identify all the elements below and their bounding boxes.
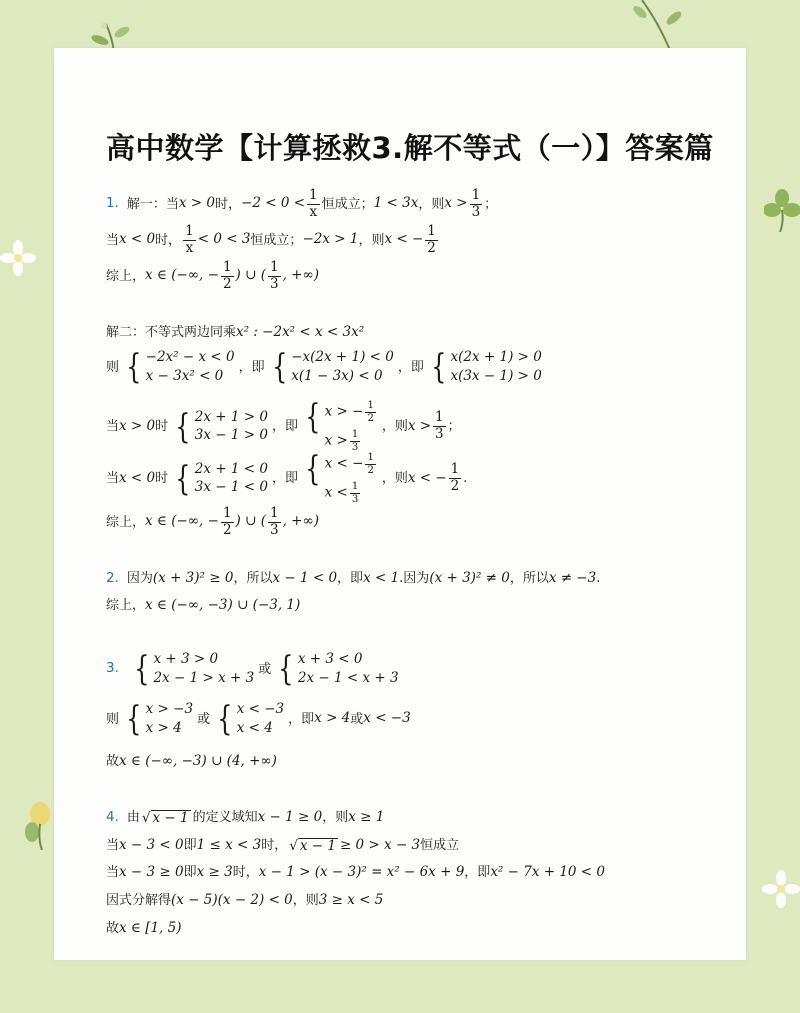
text: 恒成立； [321, 196, 374, 212]
math: x² : −2x² < x < 3x² [236, 324, 365, 340]
brace: { [134, 649, 150, 689]
fraction [470, 188, 483, 220]
text: 因为 [126, 571, 153, 587]
system-row: x(2x + 1) > 0 [450, 349, 542, 365]
denominator: 2 [367, 464, 374, 476]
text: 解二：不等式两边同乘 [106, 325, 237, 341]
inequality-system [172, 406, 268, 447]
math: x > 4 [314, 710, 351, 727]
math: x < −3 [363, 710, 411, 727]
text: ，则 [381, 419, 408, 434]
text: 则 [106, 359, 120, 375]
brace: { [126, 699, 142, 739]
text: ，即 [337, 571, 364, 587]
text: 时， [261, 838, 288, 854]
q1-line-1 [106, 188, 497, 220]
math: x − 1 > (x − 3)² = x² − 6x + 9 [258, 864, 465, 880]
text: 当 [106, 471, 120, 486]
math: x − 1 < 0 [272, 570, 338, 586]
denominator: x [185, 239, 194, 256]
leaf-branch-decoration [628, 0, 688, 55]
text: ，则 [381, 471, 408, 486]
radical-sign: √ [289, 838, 298, 854]
math: x − 3 < 0 [119, 837, 184, 853]
q1-method-2-intro [106, 326, 364, 340]
math: (x + 3)² ≥ 0 [152, 570, 234, 586]
q1-case-positive [106, 397, 461, 453]
numerator: 1 [427, 223, 436, 239]
square-root [142, 810, 191, 826]
system-row: 2x + 1 > 0 [194, 408, 268, 425]
text: 故 [106, 754, 120, 770]
system-row: x < 4 [236, 719, 273, 736]
numerator: 1 [435, 409, 444, 426]
q4-line-3 [106, 866, 605, 880]
radicand: x − 1 [299, 838, 336, 854]
square-root [289, 838, 338, 854]
inequality-system [275, 649, 399, 689]
text: 或 [258, 661, 272, 677]
text: 时 [155, 419, 169, 434]
text: 故 [106, 921, 120, 937]
fraction [221, 506, 234, 538]
math: (x + 3)² ≠ 0 [429, 570, 510, 586]
q4-number: 4. [106, 809, 119, 825]
fraction [268, 260, 281, 292]
system-row: 2x + 1 < 0 [194, 460, 268, 477]
math: , +∞) [282, 513, 319, 530]
math: x > 0 [119, 417, 156, 434]
q1-line-2 [106, 224, 440, 256]
math: 1 ≤ x < 3 [196, 837, 262, 853]
text: 时， [155, 232, 182, 248]
system-row: −x(2x + 1) < 0 [291, 349, 394, 365]
text: 即 [183, 838, 197, 854]
text: ，所以 [509, 571, 549, 587]
math: x ≥ 1 [348, 809, 385, 825]
inequality-system [302, 397, 378, 453]
inequality-system [123, 699, 194, 739]
system-row: 2x − 1 > x + 3 [153, 669, 255, 686]
text: ，即 [271, 471, 298, 486]
q1-line-3 [106, 260, 319, 292]
fraction [365, 452, 375, 476]
q4-line-1 [106, 810, 384, 826]
math: x > [407, 417, 432, 434]
system-row: x − 3x² < 0 [145, 367, 224, 384]
denominator: 2 [450, 478, 460, 494]
text: ； [447, 419, 461, 434]
text: 当 [106, 232, 120, 248]
flower-left-decoration [0, 240, 36, 276]
system-row [325, 400, 378, 424]
numerator: 1 [471, 187, 481, 203]
text: ，则 [358, 232, 385, 248]
text: ，则 [292, 893, 319, 909]
text: 因式分解得 [106, 893, 172, 909]
q3-line-3 [106, 755, 277, 769]
denominator: 3 [269, 275, 279, 292]
fraction [350, 429, 360, 453]
q4-line-5 [106, 922, 182, 936]
text: 解一：当 [126, 196, 179, 212]
brace: { [175, 458, 191, 499]
text: 时， [232, 865, 259, 881]
math: x ∈ (−∞, − [145, 267, 219, 284]
math: x > [444, 195, 468, 212]
math: x ∈ [1, 5) [119, 920, 182, 936]
inequality-system [214, 699, 285, 739]
radical-sign: √ [141, 810, 151, 826]
brace: { [305, 449, 321, 489]
denominator: 3 [269, 521, 279, 538]
math: x < [324, 484, 348, 501]
denominator: 3 [435, 426, 444, 442]
text: 当 [106, 865, 120, 881]
math: x > [324, 432, 348, 449]
system-row [325, 481, 378, 505]
system-row: 3x − 1 < 0 [194, 479, 268, 495]
text: 时 [155, 471, 169, 486]
inequality-system [269, 347, 394, 387]
math: (x − 5)(x − 2) < 0 [171, 892, 293, 908]
denominator: 2 [222, 275, 232, 292]
math: x ≥ 3 [196, 864, 233, 880]
q3-line-2 [106, 699, 411, 739]
brace: { [431, 347, 447, 387]
system-row: 3x − 1 > 0 [194, 427, 268, 443]
fraction [183, 224, 196, 256]
inequality-system [428, 347, 542, 387]
text: ； [484, 196, 498, 212]
brace: { [305, 397, 321, 437]
brace: { [278, 649, 294, 689]
brace: { [126, 347, 142, 387]
math: x > 0 [178, 195, 216, 212]
text: . [463, 471, 468, 486]
numerator: 1 [351, 429, 359, 440]
system-row: −2x² − x < 0 [145, 349, 235, 365]
denominator: 2 [427, 239, 436, 256]
q2-line-1 [106, 572, 600, 586]
numerator: 1 [450, 461, 460, 478]
brace: { [175, 406, 191, 447]
math: x² − 7x + 10 < 0 [490, 864, 605, 880]
inequality-system [131, 649, 255, 689]
system-row: x + 3 > 0 [153, 651, 219, 667]
fraction [350, 481, 360, 505]
text: 综上， [106, 598, 146, 614]
math: x < − [384, 231, 424, 248]
inequality-system [302, 449, 378, 505]
system-row: x + 3 < 0 [297, 651, 363, 667]
math: , +∞) [282, 267, 319, 284]
text: ，则 [418, 196, 445, 212]
text: 恒成立 [420, 838, 460, 854]
text: 时， [215, 196, 242, 212]
text: .因为 [399, 571, 430, 587]
text: 当 [106, 419, 120, 434]
q2-line-2 [106, 599, 300, 613]
math: x < − [324, 455, 364, 472]
math: 3 ≥ x < 5 [318, 892, 384, 908]
text: ，即 [288, 711, 315, 727]
page-title: 高中数学【计算拯救3.解不等式（一）】答案篇 [106, 131, 714, 165]
system-row: x > −3 [145, 701, 194, 717]
math: x < − [407, 469, 447, 486]
system-row [325, 452, 378, 476]
fraction [365, 400, 375, 424]
system-row: x(3x − 1) > 0 [450, 367, 542, 384]
math: x ∈ (−∞, −3) ∪ (−3, 1) [145, 597, 301, 613]
q3-number: 3. [106, 660, 119, 677]
numerator: 1 [222, 505, 232, 521]
q4-line-2 [106, 838, 459, 854]
fraction [433, 410, 446, 442]
denominator: x [309, 203, 318, 220]
numerator: 1 [351, 481, 359, 492]
q1-number: 1. [106, 195, 119, 212]
text: 恒成立； [250, 232, 303, 248]
text: 当 [106, 838, 120, 854]
math: x − 1 ≥ 0 [257, 809, 323, 825]
fraction [268, 506, 281, 538]
q1-method-2-conclusion [106, 506, 319, 538]
q1-case-negative [106, 449, 468, 505]
q2-number: 2. [106, 570, 119, 586]
text: 或 [197, 711, 211, 727]
math: ) ∪ ( [235, 513, 266, 530]
inequality-system [172, 458, 268, 499]
numerator: 1 [309, 187, 318, 203]
fraction [449, 462, 462, 494]
q1-system-line [106, 347, 546, 387]
brace: { [271, 347, 287, 387]
system-row [325, 429, 378, 453]
math: −2 < 0 < [241, 195, 306, 212]
text: 综上， [106, 514, 146, 530]
math: x − 3 ≥ 0 [119, 864, 184, 880]
math: x < 1 [363, 570, 400, 586]
text: 或 [350, 711, 364, 727]
system-row: 2x − 1 < x + 3 [297, 669, 399, 686]
denominator: 3 [351, 493, 359, 505]
denominator: 3 [471, 203, 481, 220]
text: 由 [126, 810, 140, 826]
q3-line-1 [106, 649, 403, 689]
math: ≥ 0 > x − 3 [339, 837, 421, 853]
text: 的定义域知 [192, 810, 258, 826]
numerator: 1 [367, 452, 374, 463]
fraction [425, 224, 438, 256]
numerator: 1 [367, 400, 374, 411]
text: . [596, 571, 601, 587]
system-row: x > 4 [145, 719, 182, 736]
text: ，即 [271, 419, 298, 434]
inequality-system [123, 347, 235, 387]
text: ，所以 [233, 571, 273, 587]
answer-sheet [54, 48, 746, 960]
fraction [307, 188, 320, 220]
clover-right-decoration [764, 188, 800, 232]
math: < 0 < 3 [197, 231, 251, 248]
text: 即 [183, 865, 197, 881]
denominator: 2 [222, 521, 232, 538]
math: x < 0 [119, 231, 156, 248]
math: x ≠ −3 [548, 570, 597, 586]
text: 综上， [106, 268, 146, 284]
text: ，则 [322, 810, 349, 826]
math: ) ∪ ( [235, 267, 266, 284]
numerator: 1 [269, 505, 279, 521]
flower-right-decoration [762, 870, 800, 908]
yellow-flower-decoration [22, 800, 58, 850]
math: 1 < 3x [373, 195, 419, 212]
math: x > − [324, 403, 364, 420]
math: x ∈ (−∞, − [145, 513, 219, 530]
q4-line-4 [106, 894, 383, 908]
fraction [221, 260, 234, 292]
radicand: x − 1 [152, 810, 189, 826]
text: ，即 [464, 865, 491, 881]
text: ，即 [238, 359, 265, 375]
denominator: 3 [351, 441, 359, 453]
denominator: 2 [367, 412, 374, 424]
numerator: 1 [269, 259, 279, 275]
math: −2x > 1 [302, 231, 359, 248]
system-row: x < −3 [236, 701, 285, 717]
system-row: x(1 − 3x) < 0 [291, 367, 383, 384]
brace: { [217, 699, 233, 739]
numerator: 1 [185, 223, 194, 239]
math: x ∈ (−∞, −3) ∪ (4, +∞) [119, 753, 277, 769]
text: ，即 [397, 359, 424, 375]
math: x < 0 [119, 469, 156, 486]
numerator: 1 [222, 259, 232, 275]
text: 则 [106, 711, 120, 727]
